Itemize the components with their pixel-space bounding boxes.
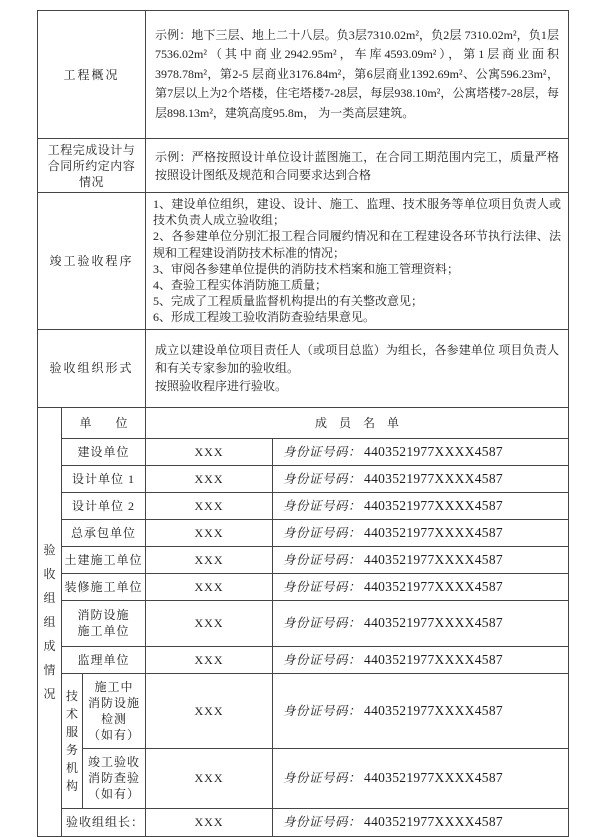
unit-cell bbox=[83, 748, 146, 808]
id-number: 4403521977XXXX4587 bbox=[364, 651, 503, 667]
id-number: 4403521977XXXX4587 bbox=[364, 814, 503, 830]
member-id-cell bbox=[273, 492, 569, 519]
tech-service-row bbox=[38, 673, 569, 748]
id-label: 身份证号码： bbox=[283, 815, 362, 830]
member-id-cell bbox=[273, 573, 569, 600]
unit-line: 施工单位 bbox=[77, 624, 130, 639]
leader-label-cell: 验收组组长： bbox=[62, 808, 146, 836]
committee-side-label-cell bbox=[38, 407, 62, 836]
member-row bbox=[38, 546, 569, 573]
member-id-cell bbox=[273, 646, 569, 673]
procedure-row bbox=[38, 193, 569, 330]
design-contract-content: 示例：严格按照设计单位设计蓝图施工，在合同工期范围内完工，质量严格按照设计图纸及规范和合同要求达到合格 bbox=[146, 139, 569, 193]
id-number: 4403521977XXXX4587 bbox=[364, 470, 503, 486]
member-id-cell bbox=[273, 465, 569, 492]
id-number: 4403521977XXXX4587 bbox=[364, 551, 503, 567]
member-name-cell: XXX bbox=[146, 465, 273, 492]
unit-header-cell: 单 位 bbox=[62, 407, 146, 438]
id-label: 身份证号码： bbox=[283, 471, 362, 486]
organization-line: 按照验收程序进行验收。 bbox=[155, 379, 288, 394]
id-number: 4403521977XXXX4587 bbox=[364, 702, 503, 718]
unit-line: 竣工验收 bbox=[87, 755, 140, 770]
committee-header-row bbox=[38, 407, 569, 438]
id-label: 身份证号码： bbox=[283, 703, 362, 718]
member-id-cell bbox=[273, 546, 569, 573]
member-id-cell bbox=[273, 519, 569, 546]
unit-line: 消防查验 bbox=[87, 771, 140, 786]
committee-side-label: 验收组组成情况 bbox=[43, 542, 56, 701]
id-number: 4403521977XXXX4587 bbox=[364, 497, 503, 513]
member-row bbox=[38, 465, 569, 492]
id-label: 身份证号码： bbox=[283, 616, 362, 631]
unit-cell: 监理单位 bbox=[62, 646, 146, 673]
member-name-cell: XXX bbox=[146, 646, 273, 673]
id-label: 身份证号码： bbox=[283, 498, 362, 513]
id-label: 身份证号码： bbox=[283, 579, 362, 594]
id-label: 身份证号码： bbox=[283, 771, 362, 786]
member-row bbox=[38, 492, 569, 519]
member-row bbox=[38, 600, 569, 646]
id-label: 身份证号码： bbox=[283, 652, 362, 667]
procedure-label: 竣工验收程序 bbox=[38, 193, 146, 330]
tech-service-label-cell bbox=[62, 673, 83, 808]
id-number: 4403521977XXXX4587 bbox=[364, 443, 503, 459]
organization-row bbox=[38, 329, 569, 407]
unit-cell: 设计单位 2 bbox=[62, 492, 146, 519]
id-number: 4403521977XXXX4587 bbox=[364, 578, 503, 594]
unit-cell: 建设单位 bbox=[62, 438, 146, 465]
procedure-item: 6、形成工程竣工验收消防查验结果意见。 bbox=[153, 310, 376, 325]
organization-content bbox=[146, 329, 569, 407]
unit-line: 施工中 bbox=[94, 679, 134, 694]
acceptance-form-table bbox=[37, 10, 569, 837]
procedure-content bbox=[146, 193, 569, 330]
id-number: 4403521977XXXX4587 bbox=[364, 524, 503, 540]
document-page bbox=[37, 10, 568, 837]
design-contract-label: 工程完成设计与合同所约定内容情况 bbox=[38, 139, 146, 193]
id-number: 4403521977XXXX4587 bbox=[364, 615, 503, 631]
unit-cell bbox=[83, 673, 146, 748]
member-row bbox=[38, 646, 569, 673]
leader-row bbox=[38, 808, 569, 836]
unit-line: （如有） bbox=[87, 787, 140, 802]
member-name-cell: XXX bbox=[146, 748, 273, 808]
member-id-cell bbox=[273, 438, 569, 465]
member-name-cell: XXX bbox=[146, 546, 273, 573]
member-id-cell bbox=[273, 600, 569, 646]
tech-service-label: 技术服务机构 bbox=[65, 688, 78, 793]
tech-service-row bbox=[38, 748, 569, 808]
member-name-cell: XXX bbox=[146, 519, 273, 546]
id-label: 身份证号码： bbox=[283, 525, 362, 540]
unit-line: 消防设施 bbox=[87, 695, 140, 710]
procedure-item: 1、建设单位组织，建设、设计、施工、监理、技术服务等单位项目负责人或技术负责人成立验收组； bbox=[153, 197, 561, 228]
procedure-item: 2、各参建单位分别汇报工程合同履约情况和在工程建设各环节执行法律、法规和工程建设消防技术标准的情况； bbox=[153, 229, 561, 260]
overview-content: 示例：地下三层、地上二十八层。负3层7310.02m²，负2层 7310.02m²，负1层7536.02m²（其中商业2942.95m²，车库4593.09m²），第1层商业面积3978.78m²，第2-5 层商业3176.84m²，第6层商业1392.69m²、公寓596.23m²，第7层以上为2个塔楼，住宅塔楼7-28层，每层938.10m²，公寓塔楼7-28层，每层898.13m²，建筑高度95.8m， 为一类高层建筑。 bbox=[146, 11, 569, 139]
member-row bbox=[38, 438, 569, 465]
member-name-cell: XXX bbox=[146, 673, 273, 748]
unit-line: 消防设施 bbox=[77, 608, 130, 623]
organization-label: 验收组织形式 bbox=[38, 329, 146, 407]
unit-cell: 土建施工单位 bbox=[62, 546, 146, 573]
id-label: 身份证号码： bbox=[283, 444, 362, 459]
member-name-cell: XXX bbox=[146, 492, 273, 519]
unit-line: （如有） bbox=[87, 727, 140, 742]
procedure-item: 4、查验工程实体消防施工质量； bbox=[153, 278, 328, 293]
member-row bbox=[38, 573, 569, 600]
unit-cell: 总承包单位 bbox=[62, 519, 146, 546]
unit-line: 检测 bbox=[100, 711, 127, 726]
overview-row bbox=[38, 11, 569, 139]
member-name-cell: XXX bbox=[146, 438, 273, 465]
member-id-cell bbox=[273, 808, 569, 836]
member-id-cell bbox=[273, 673, 569, 748]
members-header-cell: 成 员 名 单 bbox=[146, 407, 569, 438]
member-id-cell bbox=[273, 748, 569, 808]
procedure-item: 5、完成了工程质量监督机构提出的有关整改意见； bbox=[153, 294, 424, 309]
member-name-cell: XXX bbox=[146, 808, 273, 836]
procedure-item: 3、审阅各参建单位提供的消防技术档案和施工管理资料； bbox=[153, 261, 460, 276]
member-name-cell: XXX bbox=[146, 600, 273, 646]
id-label: 身份证号码： bbox=[283, 552, 362, 567]
member-row bbox=[38, 519, 569, 546]
unit-cell: 装修施工单位 bbox=[62, 573, 146, 600]
unit-cell: 设计单位 1 bbox=[62, 465, 146, 492]
overview-label: 工程概况 bbox=[38, 11, 146, 139]
design-contract-row bbox=[38, 139, 569, 193]
member-name-cell: XXX bbox=[146, 573, 273, 600]
unit-cell bbox=[62, 600, 146, 646]
id-number: 4403521977XXXX4587 bbox=[364, 770, 503, 786]
organization-line: 成立以建设单位项目责任人（或项目总监）为组长，各参建单位 项目负责人和有关专家参加的验收组。 bbox=[155, 343, 559, 376]
